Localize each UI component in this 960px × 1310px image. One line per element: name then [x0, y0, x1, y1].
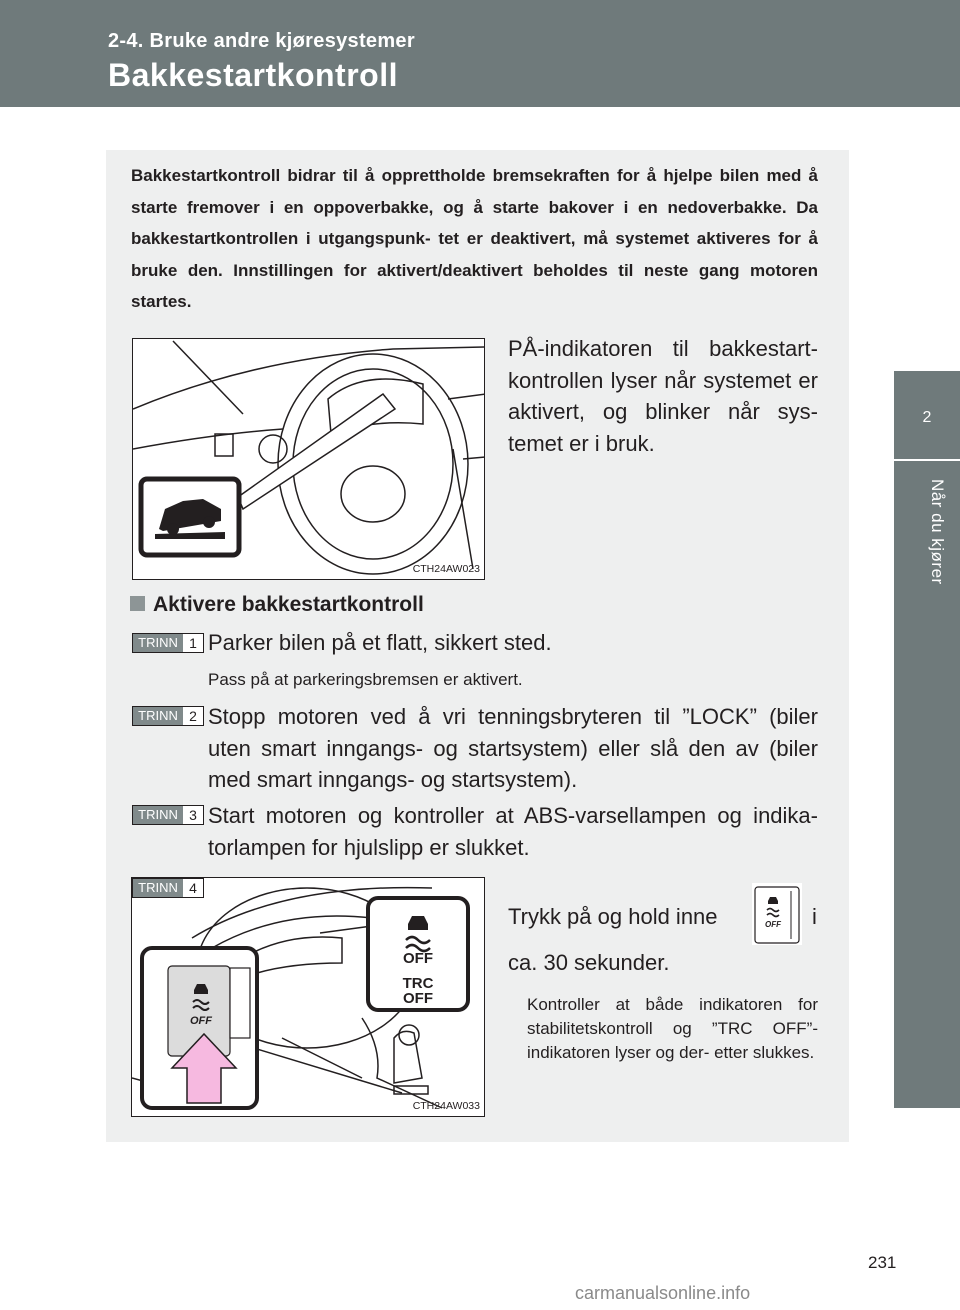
step-number: 2: [189, 708, 197, 724]
watermark: carmanualsonline.info: [575, 1283, 751, 1303]
step-label: TRINN: [133, 806, 183, 824]
step-4-note: Kontroller at både indikatoren for stabilitetskontroll og ”TRC OFF”-indikatoren lyser og der- etter slukkes.: [527, 995, 818, 1062]
step-number: 3: [189, 807, 197, 823]
figure-code: CTH24AW033: [412, 1100, 480, 1112]
switch-off-text: OFF: [190, 1015, 212, 1027]
vsc-switch-illustration: [132, 878, 485, 1117]
indicator-off-text: OFF: [403, 950, 433, 967]
page-number: 231: [868, 1253, 897, 1272]
step-badge-3: [132, 805, 204, 825]
section-heading-text: Aktivere bakkestartkontroll: [153, 593, 424, 616]
figure-vsc-switch: [131, 877, 485, 1117]
figure-code: CTH24AW023: [412, 563, 480, 575]
chapter-label: Når du kjører: [928, 479, 947, 585]
step-4-text-c: ca. 30 sekunder.: [508, 950, 670, 975]
page-header: [0, 0, 960, 107]
step-3-text: Start motoren og kontroller at ABS-varsellampen og indika- torlampen for hjulslipp er slukket.: [208, 803, 818, 860]
section-heading: [130, 593, 424, 617]
chapter-tab-divider: [894, 459, 960, 461]
figure-dashboard-indicator: [132, 338, 485, 580]
step-2-text: Stopp motoren ved å vri tenningsbryteren til ”LOCK” (biler uten smart inngangs- og startsystem) eller slå den av (biler med smart inngangs- og startsystem).: [208, 704, 818, 792]
step-label: TRINN: [133, 879, 183, 897]
step-1-note: Pass på at parkeringsbremsen er aktivert.: [208, 670, 523, 689]
chapter-number: 2: [922, 409, 932, 426]
step-badge-4: [132, 878, 204, 898]
step-4-text-a: Trykk på og hold inne: [508, 904, 718, 929]
step-4-text-b: i: [812, 904, 817, 929]
indicator-trc-text: TRC: [402, 975, 434, 992]
vsc-off-button-icon: [752, 883, 802, 945]
dashboard-illustration: [133, 339, 485, 580]
callout-pointer: [238, 394, 395, 509]
heading-square-icon: [130, 596, 145, 611]
step-number: 4: [189, 880, 197, 896]
indicator-trc-off-text: OFF: [403, 990, 433, 1007]
step-label: TRINN: [133, 707, 183, 725]
intro-paragraph: Bakkestartkontroll bidrar til å opprettholde bremsekraften for å hjelpe bilen med å starte fremover i en oppoverbakke, og å starte bakover i en nedoverbakke. Da bakkestartkontrollen i utgangspunk- tet er deaktivert, må systemet aktiveres for å bruke den. Innstillingen for aktivert/deaktivert beholdes til neste gang motoren startes.: [131, 166, 818, 311]
chapter-tab[interactable]: [894, 371, 960, 1108]
step-label: TRINN: [133, 634, 183, 652]
figure1-caption: PÅ-indikatoren til bakkestart- kontrollen lyser når systemet er aktivert, og blinker når sys- temet er i bruk.: [508, 336, 818, 456]
step-number: 1: [189, 635, 197, 651]
step-badge-2: [132, 706, 204, 726]
step-1-text: Parker bilen på et flatt, sikkert sted.: [208, 630, 552, 655]
section-title: 2-4. Bruke andre kjøresystemer: [108, 30, 415, 52]
button-off-text: OFF: [765, 920, 781, 929]
step-badge-1: [132, 633, 204, 653]
page-title: Bakkestartkontroll: [108, 57, 398, 93]
